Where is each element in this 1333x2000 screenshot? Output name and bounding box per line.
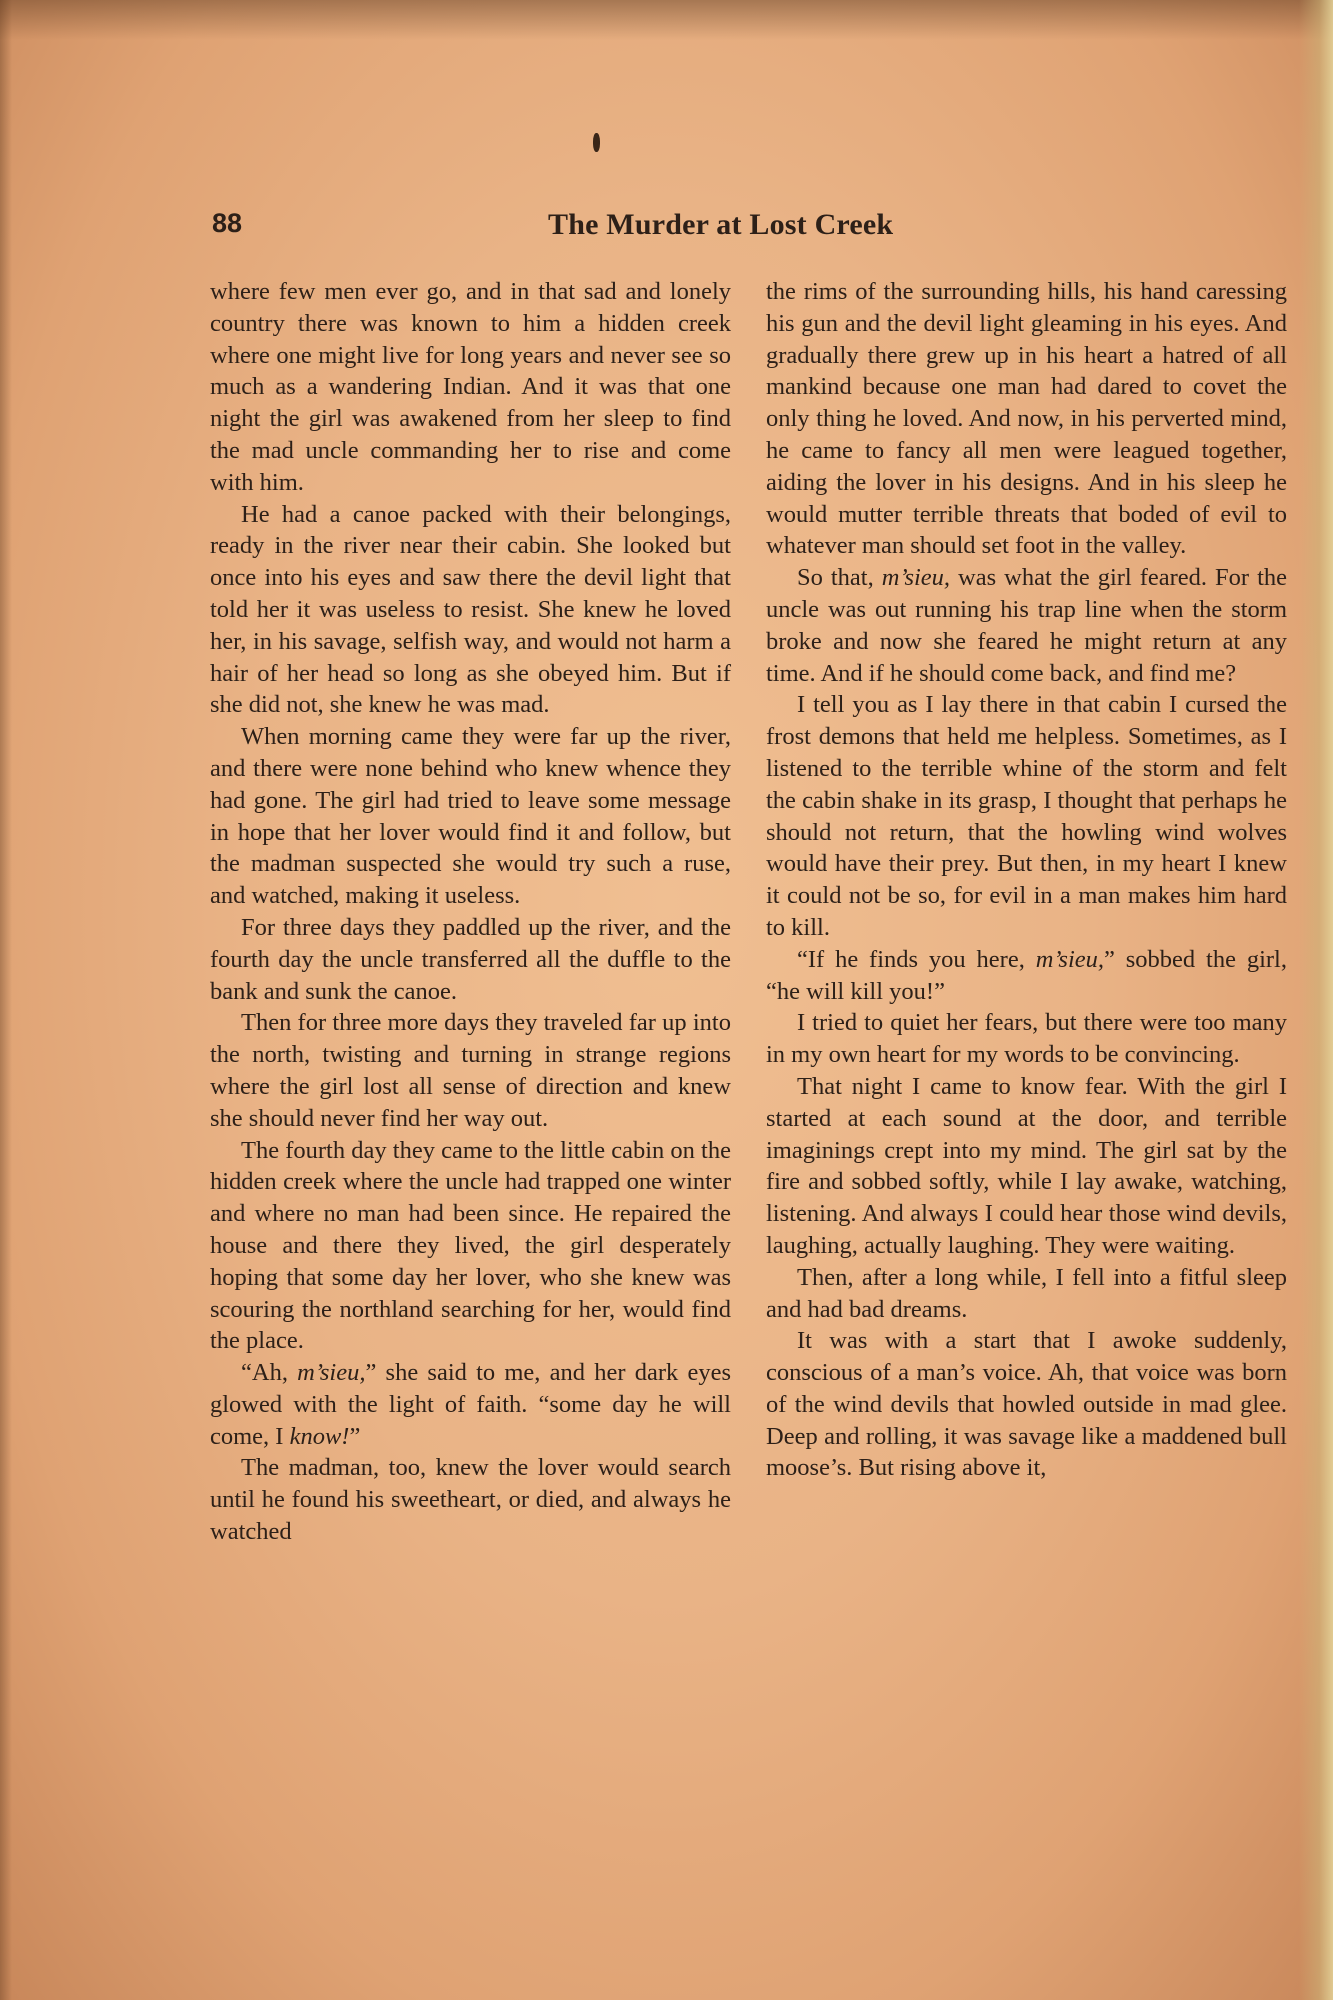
- paragraph: For three days they paddled up the river, and the fourth day the uncle transferred all the duffle to the bank and sunk the canoe.: [210, 913, 731, 1005]
- right-column: [766, 276, 1287, 1484]
- paragraph: [766, 562, 1287, 689]
- italic-text: m’sieu,: [881, 564, 951, 592]
- text-run: ” she said to me, and her dark eyes glowed with the light of faith. “some day he will come, I: [210, 1359, 731, 1450]
- paragraph: [766, 944, 1287, 1008]
- paragraph: The madman, too, knew the lover would search until he found his sweetheart, or died, and always he watched: [210, 1454, 731, 1546]
- paragraph: It was with a start that I awoke suddenly, conscious of a man’s voice. Ah, that voice was born of the wind devils that howled outside in mad glee. Deep and rolling, it was savage like a maddened bull moose’s. But rising above it,: [766, 1327, 1287, 1482]
- page-number: 88: [212, 208, 243, 238]
- text-run: was what the girl feared. For the uncle was out running his trap line when the storm broke and now she feared he might return at any time. And if he should come back, and find me?: [766, 564, 1287, 687]
- paragraph: the rims of the surrounding hills, his hand caressing his gun and the devil light gleaming in his eyes. And gradually there grew up in his heart a hatred of all mankind because one man had dared to covet the only thing he loved. And now, in his perverted mind, he came to fancy all men were leagued together, aiding the lover in his designs. And in his sleep he would mutter terrible threats that boded of evil to whatever man should set foot in the valley.: [766, 278, 1287, 560]
- paragraph: Then for three more days they traveled far up into the north, twisting and turning in strange regions where the girl lost all sense of direction and knew she should never find her way out.: [210, 1009, 731, 1132]
- text-run: ”: [349, 1422, 361, 1450]
- italic-text: m’sieu,: [297, 1359, 366, 1387]
- text-run: So that,: [797, 564, 882, 592]
- page-left-edge: [0, 0, 12, 2000]
- paragraph: When morning came they were far up the river, and there were none behind who knew whence they had gone. The girl had tried to leave some message in hope that her lover would find it and follow, but the madman suspected she would try such a ruse, and watched, making it useless.: [210, 723, 731, 910]
- paragraph: The fourth day they came to the little cabin on the hidden creek where the uncle had trapped one winter and where no man had been since. He repaired the house and there they lived, the girl desperately hoping that some day her lover, who she knew was scouring the northland searching for her, would find the place.: [210, 1136, 731, 1355]
- paragraph: I tried to quiet her fears, but there were too many in my own heart for my words to be convincing.: [766, 1009, 1287, 1069]
- paragraph: [210, 1357, 731, 1452]
- paragraph: He had a canoe packed with their belongings, ready in the river near their cabin. She looked but once into his eyes and saw there the devil light that told her it was useless to resist. She knew he loved her, in his savage, selfish way, and would not harm a hair of her head so long as she obeyed him. But if she did not, she knew he was mad.: [210, 500, 731, 719]
- page-right-edge: [1299, 0, 1333, 2000]
- text-run: ” sobbed the girl, “he will kill you!”: [766, 945, 1287, 1005]
- italic-text: m’sieu,: [1035, 945, 1105, 973]
- paragraph: Then, after a long while, I fell into a fitful sleep and had bad dreams.: [766, 1263, 1287, 1323]
- paragraph: That night I came to know fear. With the girl I started at each sound at the door, and terrible imaginings crept into my mind. The girl sat by the fire and sobbed softly, while I lay awake, watching, listening. And always I could hear those wind devils, laughing, actually laughing. They were waiting.: [766, 1072, 1287, 1259]
- page-top-shadow: [0, 0, 1333, 40]
- italic-text: know!: [289, 1422, 350, 1450]
- paragraph: where few men ever go, and in that sad and lonely country there was known to him a hidden creek where one might live for long years and never see so much as a wandering Indian. And it was that one night the girl was awakened from her sleep to find the mad uncle commanding her to rise and come with him.: [210, 278, 731, 496]
- text-run: “If he finds you here,: [797, 945, 1036, 973]
- page-title: The Murder at Lost Creek: [548, 208, 894, 241]
- left-column: [210, 276, 731, 1548]
- ink-mark: [593, 133, 600, 152]
- running-head: [212, 208, 1298, 248]
- paragraph: I tell you as I lay there in that cabin I cursed the frost demons that held me helpless. Sometimes, as I listened to the terrible whine of the storm and felt the cabin shake in its grasp, I thought that perhaps he should not return, that the howling wind wolves would have their prey. But then, in my heart I knew it could not be so, for evil in a man makes him hard to kill.: [766, 691, 1287, 941]
- text-run: “Ah,: [241, 1359, 298, 1387]
